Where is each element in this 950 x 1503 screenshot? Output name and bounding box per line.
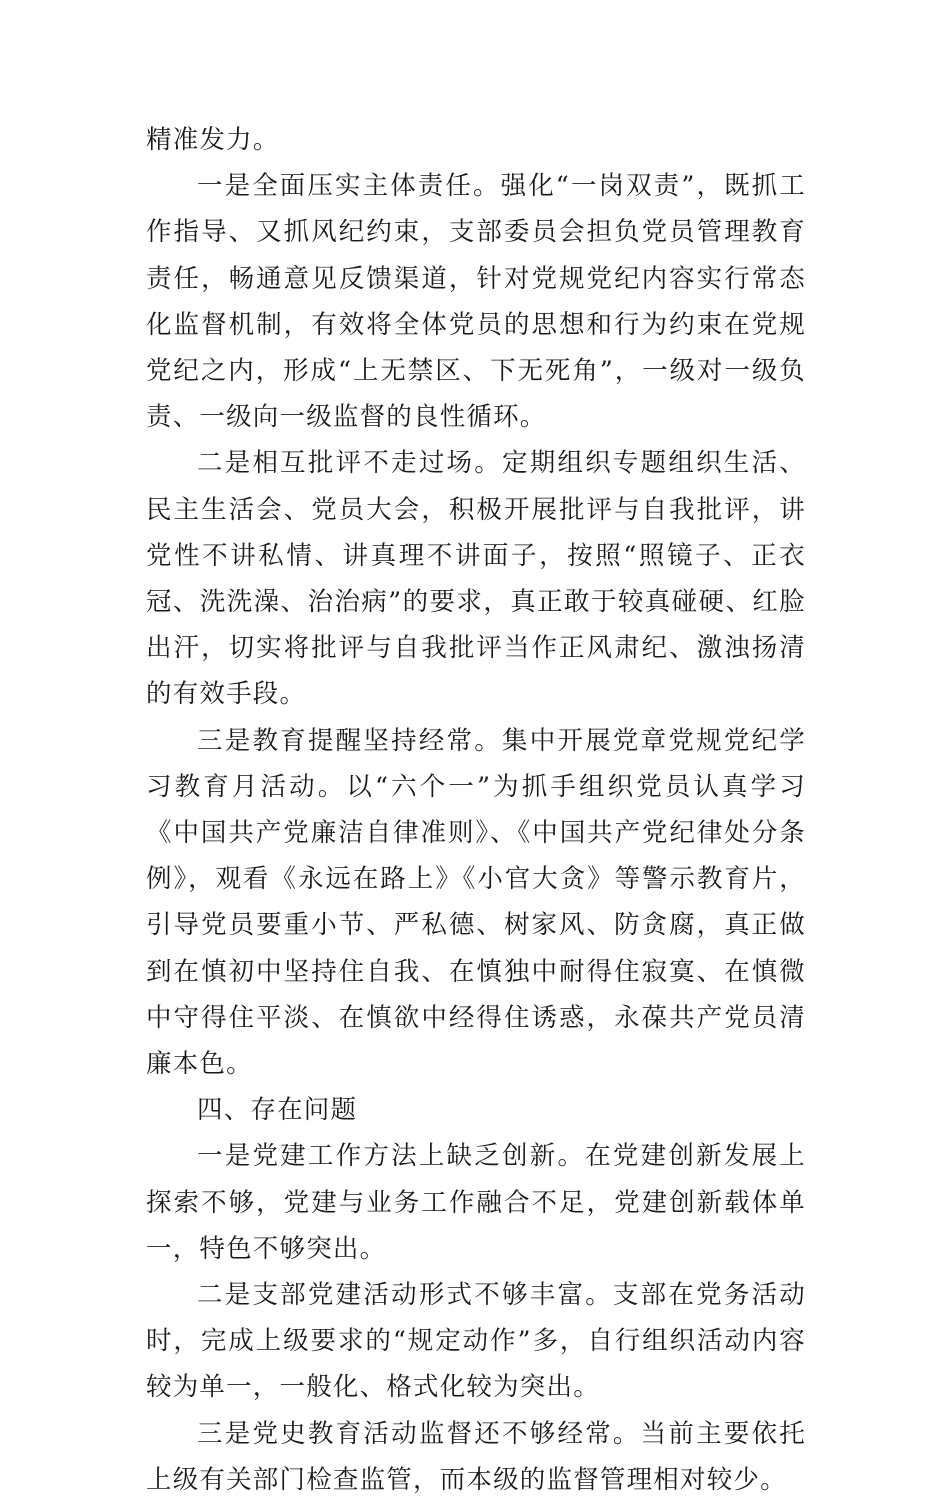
paragraph-continuation: 精准发力。 <box>146 125 280 155</box>
paragraph-main-responsibility: 一是全面压实主体责任。强化“一岗双责”，既抓工作指导、又抓风纪约束，支部委员会担负党员管理教育责任，畅通意见反馈渠道，针对党规党纪内容实行常态化监督机制，有效将全体党员的思想和行为约束在党规党纪之内，形成“上无禁区、下无死角”，一级对一级负责、一级向一级监督的良性循环。 <box>146 171 806 433</box>
document-body <box>146 117 806 1503</box>
paragraph-mutual-criticism: 二是相互批评不走过场。定期组织专题组织生活、民主生活会、党员大会，积极开展批评与自我批评，讲党性不讲私情、讲真理不讲面子，按照“照镜子、正衣冠、洗洗澡、治治病”的要求，真正敢于较真碰硬、红脸出汗，切实将批评与自我批评当作正风肃纪、激浊扬清的有效手段。 <box>146 448 806 710</box>
paragraph-problem-activities: 二是支部党建活动形式不够丰富。支部在党务活动时，完成上级要求的“规定动作”多，自行组织活动内容较为单一，一般化、格式化较为突出。 <box>146 1280 806 1403</box>
section-heading-problems: 四、存在问题 <box>197 1095 358 1126</box>
paragraph-education-reminder: 三是教育提醒坚持经常。集中开展党章党规党纪学习教育月活动。以“六个一”为抓手组织党员认真学习《中国共产党廉洁自律准则》、《中国共产党纪律处分条例》，观看《永远在路上》《小官大贪》等警示教育片，引导党员要重小节、严私德、树家风、防贪腐，真正做到在慎初中坚持住自我、在慎独中耐得住寂寞、在慎微中守得住平淡、在慎欲中经得住诱惑，永葆共产党员清廉本色。 <box>146 725 806 1080</box>
paragraph-problem-supervision: 三是党史教育活动监督还不够经常。当前主要依托上级有关部门检查监管，而本级的监督管理相对较少。 <box>146 1418 806 1495</box>
paragraph-problem-innovation: 一是党建工作方法上缺乏创新。在党建创新发展上探索不够，党建与业务工作融合不足，党建创新载体单一，特色不够突出。 <box>146 1141 806 1264</box>
